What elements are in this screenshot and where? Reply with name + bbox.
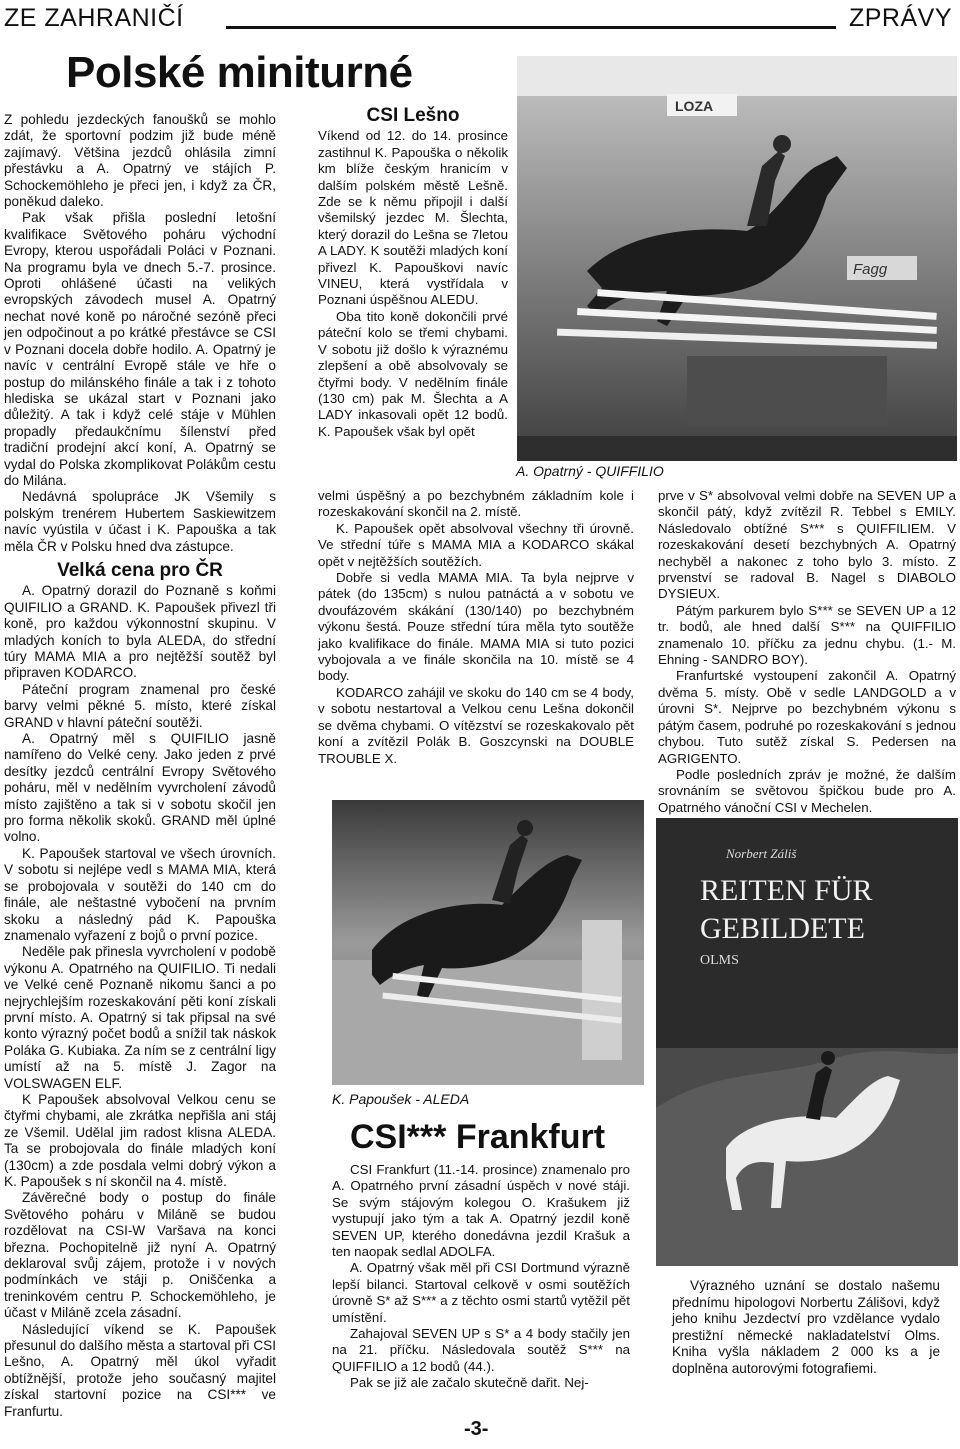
banner-fagg: Fagg (853, 261, 888, 278)
caption-aleda: K. Papoušek - ALEDA (332, 1091, 470, 1107)
paragraph: A. Opatrný měl s QUIFILIO jasně namířeno do Velké ceny. Jako jeden z prvé desítky jezdců centrální Evropy Světového poháru, měl v nedělním vyvrcholení závodů místo zajištěno a tak si v sobotu skočil jen pro forma několik skoků. GRAND měl úplné volno. (4, 731, 276, 845)
paragraph: velmi úspěšný a po bezchybném základním kole i rozeskakování skončil na 2. místě. (318, 488, 634, 520)
paragraph: Franfurtské vystoupení zakončil A. Opatrný dvěma 5. místy. Obě v sedle LANDGOLD a v úrovni S*. Nejprve po bezchybném výkonu s pátým časem, podruhé po rozeskakování s jednou chybou. Tuto sutěž získal S. Pedersen na AGRIGENTO. (658, 668, 956, 766)
paragraph: Neděle pak přinesla vyvrcholení v podobě výkonu A. Opatrného na QUIFILIO. Ti nedali ve Velké ceně Poznaně nikomu šanci a po nejrychlejším rozeskakování pěti koní získali první místo. A. Opatrný si tak připsal na své konto výrazný počet bodů a snížil tak náskok Poláka G. Kubiaka. Za ním se z centrální ligy umístí až na 5. místě J. Zagor na VOLSWAGEN ELF. (4, 944, 276, 1091)
paragraph: K Papoušek absolvoval Velkou cenu se čtyřmi chybami, ale zkrátka nepřišla ani stáj ze Všemil. Udělal jim radost klisna ALEDA. Ta se probojovala do finále mladých koní (130cm) a zde posdala velmi dobrý výkon a K. Papoušek s ní skončil na 4. místě. (4, 1091, 276, 1189)
subheading-velka-cena: Velká cena pro ČR (57, 559, 223, 581)
paragraph: Závěrečné body o postup do finále Světového poháru v Miláně se budou rozdělovat na CSI-W Varšava na konci března. Pochopitelně již nyní A. Opatrný deklaroval svůj zájem, protože i v nových podmínkách ve stáji p. Oniščenka a treninkovém centru P. Schockemöhleho, je účast v Miláně zcela zásadní. (4, 1190, 276, 1321)
book-title-line2: GEBILDETE (700, 912, 865, 945)
photo-aleda (332, 800, 644, 1085)
paragraph: KODARCO zahájil ve skoku do 140 cm se 4 body, v sobotu nestartoval a Velkou cenu Lešna dokončil se dvěma chybami. O vítězství se rozeskakovalo pět koní a zvítězil Polák B. Goszcynski na DOUBLE TROUBLE X. (318, 684, 634, 766)
paragraph: Výrazného uznání se dostalo našemu přednímu hipologovi Norbertu Zálišovi, když jeho knihu Jezdectví pro vzdělance vydalo prestižní německé nakladatelství Olms. Kniha vyšla nákladem 2 000 ks a je doplněna autorovými fotografiemi. (672, 1278, 940, 1376)
paragraph: Zahajoval SEVEN UP s S* a 4 body stačily jen na 21. příčku. Následovala soutěž S*** na QUIFFILIO a 12 bodů (44.). (332, 1326, 630, 1374)
paragraph: K. Papoušek opět absolvoval všechny tři úrovně. Ve střední túře s MAMA MIA a KODARCO skákal opět v nejtěžších soutěžích. (318, 520, 634, 569)
header-rule (226, 26, 836, 29)
book-author: Norbert Záliš (726, 846, 797, 861)
book-title-line1: REITEN FÜR (700, 874, 873, 907)
article-frankfurt (332, 1162, 630, 1392)
book-publisher: OLMS (700, 953, 739, 968)
paragraph: Z pohledu jezdeckých fanoušků se mohlo zdát, že sportovní podzim již bude méně zajímavý. Většina jezdců ohlásila zimní přestávku a A. Opatrný ve stájích P. Schockemöhleho je přeci jen, i když za ČR, poněkud daleko. (4, 112, 276, 210)
article-title: Polské miniturné (66, 48, 413, 97)
paragraph: Pak však přišla poslední letošní kvalifikace Světového poháru východní Evropy, kterou uspořádali Poláci v Poznani. Na programu byla ve dnech 5.-7. prosince. Oproti ohlášené účasti na velikých evropských závodech musel A. Opatrný nechat nové koně po náročné sezóně přeci jen odpočinout a po krátké přestávce se CSI v Poznani docela dobře hodilo. A. Opatrný je navíc v centrální Evropě stále ve hře o postup do milánského finále a tak i z tohoto hlediska se ukázal start v Poznani jako důležitý. A tak i když celé stáje v Mühlen propadly předaukčnímu šílenství před tradiční prodejní akcí koní, A. Opatrný se vydal do Polska zkomplikovat Polákům cestu do Milána. (4, 210, 276, 488)
paragraph: Oba tito koně dokončili prvé páteční kolo se třemi chybami. V sobotu již došlo k výraznému zlepšení a obě absolvovaly se čtyřmi body. V nedělním finále (130 cm) pak M. Šlechta a A LADY inkasovali opět 12 bodů. K. Papoušek však byl opět (318, 308, 508, 439)
article-column-2-bottom (318, 488, 634, 767)
paragraph: A. Opatrný dorazil do Poznaně s koňmi QUIFILIO a GRAND. K. Papoušek přivezl tři koně, pro každou výkonnostní skupinu. V mladých koních to byla ALEDA, do střední túry MAMA MIA a pro nejtěžší soutěž byl připraven KODARCO. (4, 583, 276, 681)
paragraph: Následující víkend se K. Papoušek přesunul do dalšího města a startoval při CSI Lešno, A. Opatrný měl úkol vyřadit obtížnější, protože jeho současný majitel získal startovní pozice na CSI*** ve Franfurtu. (4, 1321, 276, 1419)
photo-book-cover (656, 818, 958, 1266)
article-column-1 (4, 112, 276, 1420)
section-label: ZE ZAHRANIČÍ (4, 4, 184, 32)
subheading-frankfurt: CSI*** Frankfurt (350, 1118, 606, 1156)
subheading-csi-lesno: CSI Lešno (366, 105, 460, 126)
paragraph: Víkend od 12. do 14. prosince zastihnul K. Papouška o několik km blíže českým hranicím v dalším polském městě Lešně. Zde se k němu připojil i další všemilský jezdec M. Šlechta, který dorazil do Lešna se 7letou A LADY. K soutěži mladých koní přivezl K. Papouškovi navíc VINEU, která vystřídala v Poznani úspěšnou ALEDU. (318, 128, 508, 308)
paragraph: prve v S* absolvoval velmi dobře na SEVEN UP a skončil pátý, když zvítězil R. Tebbel s EMILY. Následovalo obtížné S*** s QUIFFILIEM. V rozeskakování desetí bezchybných A. Opatrný nechyběl a nakonec z toho bylo 3. místo. Z prvenství se radoval B. Nagel s DIABOLO DYSIEUX. (658, 488, 956, 602)
page-number: -3- (464, 1418, 489, 1440)
paragraph: Podle posledních zpráv je možné, že dalším srovnáním se světovou špičkou bude pro A. Opatrného vánoční CSI v Mechelen. (658, 766, 956, 815)
paragraph: Páteční program znamenal pro české barvy velmi pěkné 5. místo, které získal GRAND v hlavní páteční soutěži. (4, 681, 276, 730)
paragraph: Pátým parkurem bylo S*** se SEVEN UP a 12 tr. bodů, ale hned další S*** na QUIFFILIO znamenalo 10. příčku za jednu chybu. (1.- M. Ehning - SANDRO BOY). (658, 602, 956, 668)
paragraph: A. Opatrný však měl při CSI Dortmund výrazně lepší bilanci. Startoval celkově v osmi soutěžích úrovně S* až S*** a z těchto osmi startů vytěžil pět umístění. (332, 1260, 630, 1325)
paragraph: K. Papoušek startoval ve všech úrovních. V sobotu si nejlépe vedl s MAMA MIA, která se probojovala v soutěži do 140 cm do finále, ale neštastné vybočení na prvním skoku a následný pád K. Papouška znamenalo vyřazení z bojů o první pozice. (4, 845, 276, 943)
banner-loza: LOZA (675, 98, 714, 114)
paragraph: Pak se již ale začalo skutečně dařit. Nej- (350, 1375, 589, 1391)
photo-quiffilio (517, 56, 957, 461)
paragraph: Dobře si vedla MAMA MIA. Ta byla nejprve v pátek (do 135cm) s nulou patnáctá a v sobotu ve dvoufázovém skákání (130/140) po bezchybném výkonu šestá. Pouze střední túra měla tyto soutěže jako kvalifikace do finále. MAMA MIA si tuto pozici vybojovala a ve finále skončila na 10. místě se 4 body. (318, 570, 634, 684)
article-column-2-top (318, 105, 508, 440)
article-column-3 (658, 488, 956, 816)
paragraph: CSI Frankfurt (11.-14. prosince) znamenalo pro A. Opatrného první zásadní úspěch v nové stáji. Se svým stájovým kolegou O. Krašukem již vystupují jako tým a tak A. Opatrný jezdil koně SEVEN UP, kterého donedávna jezdil Krašuk a ten naopak sedlal ADOLFA. (332, 1162, 630, 1260)
caption-quiffilio: A. Opatrný - QUIFFILIO (516, 463, 664, 479)
paragraph: Nedávná spolupráce JK Všemily s polským trenérem Hubertem Saskiewitzem navíc vyústila v účast i K. Papouška a tak měla ČR v Polsku hned dva zástupce. (4, 489, 276, 554)
book-caption (672, 1278, 940, 1378)
category-label: ZPRÁVY (848, 4, 952, 32)
